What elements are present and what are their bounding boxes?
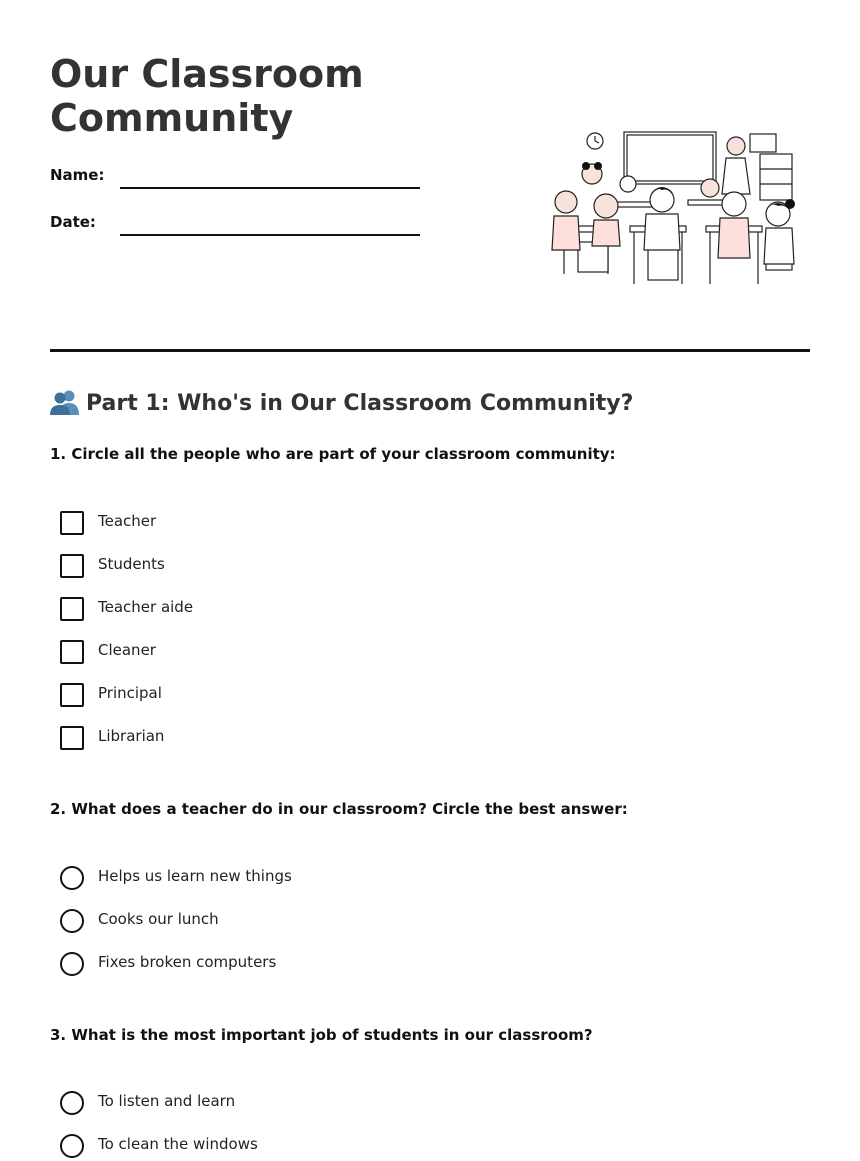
question-3: 3. What is the most important job of students in our classroom? bbox=[50, 1026, 593, 1044]
checkbox[interactable] bbox=[60, 554, 84, 578]
name-label: Name: bbox=[50, 166, 105, 184]
bookshelf-icon bbox=[760, 154, 792, 200]
part1-title: Part 1: Who's in Our Classroom Community? bbox=[86, 391, 634, 416]
radio-circle[interactable] bbox=[60, 866, 84, 890]
classroom-illustration bbox=[538, 124, 802, 296]
checkbox[interactable] bbox=[60, 511, 84, 535]
checkbox[interactable] bbox=[60, 726, 84, 750]
option-label: To listen and learn bbox=[98, 1092, 236, 1110]
section-divider bbox=[50, 349, 810, 352]
title-line-1: Our Classroom bbox=[50, 52, 364, 96]
name-input-line[interactable] bbox=[120, 187, 420, 189]
option-label: Librarian bbox=[98, 727, 165, 745]
radio-circle[interactable] bbox=[60, 1134, 84, 1158]
question-1: 1. Circle all the people who are part of your classroom community: bbox=[50, 445, 616, 463]
date-label: Date: bbox=[50, 213, 96, 231]
checkbox[interactable] bbox=[60, 640, 84, 664]
option-label: Teacher aide bbox=[98, 598, 194, 616]
question-2: 2. What does a teacher do in our classroom? Circle the best answer: bbox=[50, 800, 628, 818]
option-label: Helps us learn new things bbox=[98, 867, 292, 885]
option-label: Cleaner bbox=[98, 641, 156, 659]
people-emoji-icon bbox=[50, 389, 80, 415]
worksheet-title bbox=[50, 52, 470, 140]
date-input-line[interactable] bbox=[120, 234, 420, 236]
option-label: Teacher bbox=[98, 512, 157, 530]
option-label: Principal bbox=[98, 684, 162, 702]
checkbox[interactable] bbox=[60, 683, 84, 707]
blackboard-icon bbox=[624, 132, 716, 184]
radio-circle[interactable] bbox=[60, 952, 84, 976]
option-label: Fixes broken computers bbox=[98, 953, 277, 971]
option-label: Cooks our lunch bbox=[98, 910, 219, 928]
radio-circle[interactable] bbox=[60, 909, 84, 933]
option-label: To clean the windows bbox=[98, 1135, 258, 1153]
title-line-2: Community bbox=[50, 96, 294, 140]
option-label: Students bbox=[98, 555, 165, 573]
checkbox[interactable] bbox=[60, 597, 84, 621]
part1-heading bbox=[50, 389, 633, 416]
radio-circle[interactable] bbox=[60, 1091, 84, 1115]
